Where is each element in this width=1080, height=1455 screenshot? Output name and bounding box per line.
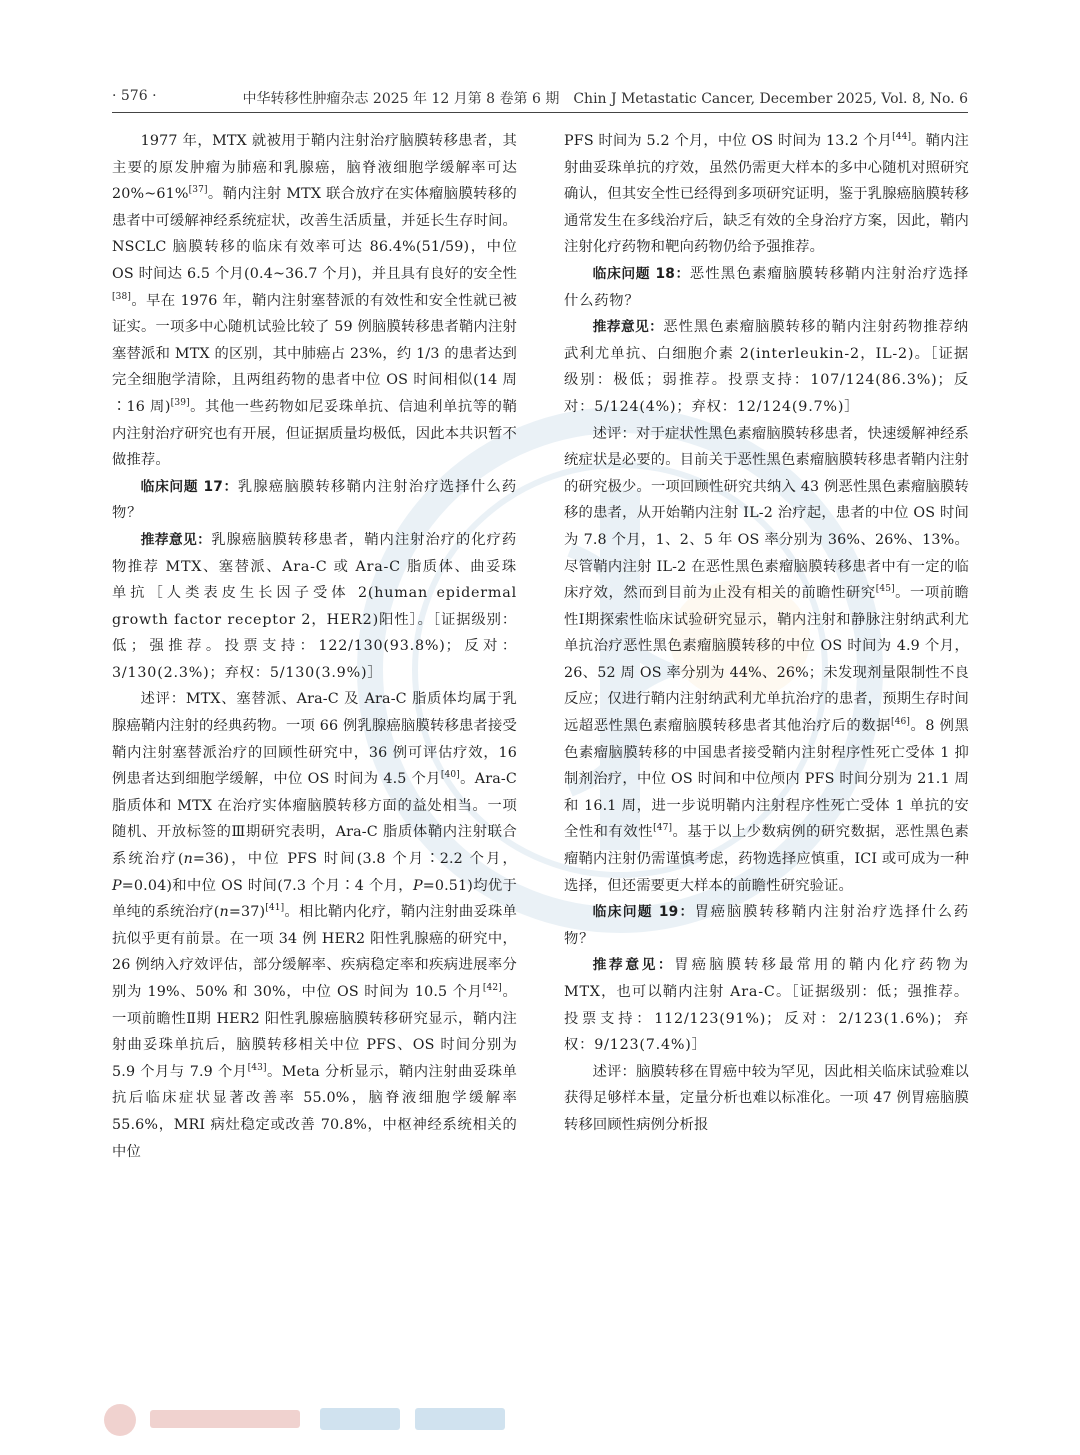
citation-ref: [41]: [265, 903, 285, 914]
citation-ref: [37]: [188, 185, 208, 196]
citation-ref: [38]: [112, 291, 132, 302]
clinical-question-19: 临床问题 19：胃癌脑膜转移鞘内注射治疗选择什么药物？: [564, 904, 969, 947]
citation-ref: [40]: [440, 770, 460, 781]
commentary-17: 述评：MTX、塞替派、Ara-C 及 Ara-C 脂质体均属于乳腺癌鞘内注射的经典药物。一项 66 例乳腺癌脑膜转移患者接受鞘内注射塞替派治疗的回顾性研究中，36 例可评估疗效，16 例患者达到细胞学缓解，中位 OS 时间为 4.5 个月[40]。Ara-C 脂质体和 MTX 在治疗实体瘤脑膜转移方面的益处相当。一项随机、开放标签的Ⅲ期研究表明，Ara-C 脂质体鞘内注射联合系统治疗(n=36)，中位 PFS 时间(3.8 个月∶2.2 个月，P=0.04)和中位 OS 时间(7.3 个月∶4 个月，P=0.51)均优于单纯的系统治疗(n=37)[41]。相比鞘内化疗，鞘内注射曲妥珠单抗似乎更有前景。在一项 34 例 HER2 阳性乳腺癌的研究中，26 例纳入疗效评估，部分缓解率、疾病稳定率和疾病进展率分别为 19%、50% 和 30%，中位 OS 时间为 10.5 个月[42]。一项前瞻性Ⅱ期 HER2 阳性乳腺癌脑膜转移研究显示，鞘内注射曲妥珠单抗后，脑膜转移相关中位 PFS、OS 时间分别为 5.9 个月与 7.9 个月[43]。Meta 分析显示，鞘内注射曲妥珠单抗后临床症状显著改善率 55.0%，脑脊液细胞学缓解率 55.6%，MRI 病灶稳定或改善 70.8%，中枢神经系统相关的中位: [112, 691, 518, 1160]
paragraph-mtx-history: 1977 年，MTX 就被用于鞘内注射治疗脑膜转移患者，其主要的原发肿瘤为肺癌和乳腺癌，脑脊液细胞学缓解率可达 20%~61%[37]。鞘内注射 MTX 联合放疗在实体瘤脑膜转移的患者中可缓解神经系统症状，改善生活质量，并延长生存时间。NSCLC 脑膜转移的临床有效率可达 86.4%(51/59)，中位 OS 时间达 6.5 个月(0.4~36.7 个月)，并且具有良好的安全性[38]。早在 1976 年，鞘内注射塞替派的有效性和安全性就已被证实。一项多中心随机试验比较了 59 例脑膜转移患者鞘内注射塞替派和 MTX 的区别，其中肺癌占 23%，约 1/3 的患者达到完全细胞学清除，且两组药物的患者中位 OS 时间相似(14 周∶16 周)[39]。其他一些药物如尼妥珠单抗、信迪利单抗等的鞘内注射治疗研究也有开展，但证据质量均极低，因此本共识暂不做推荐。: [112, 133, 517, 469]
citation-ref: [46]: [890, 717, 911, 728]
clinical-question-18: 临床问题 18：恶性黑色素瘤脑膜转移鞘内注射治疗选择什么药物？: [564, 265, 970, 309]
commentary-18: 述评：对于症状性黑色素瘤脑膜转移患者，快速缓解神经系统症状是必要的。目前关于恶性黑色素瘤脑膜转移患者鞘内注射的研究极少。一项回顾性研究共纳入 43 例恶性黑色素瘤脑膜转移的患者，从开始鞘内注射 IL-2 治疗起，患者的中位 OS 时间为 7.8 个月，1、2、5 年 OS 率分别为 36%、26%、13%。尽管鞘内注射 IL-2 在恶性黑色素瘤脑膜转移患者中有一定的临床疗效，然而到目前为止没有相关的前瞻性研究[45]。一项前瞻性Ⅰ期探索性临床试验研究显示，鞘内注射和静脉注射纳武利尤单抗治疗恶性黑色素瘤脑膜转移的中位 OS 时间为 4.9 个月，26、52 周 OS 率分别为 44%、26%；未发现剂量限制性不良反应；仅进行鞘内注射纳武利尤单抗治疗的患者，预期生存时间远超恶性黑色素瘤脑膜转移患者其他治疗后的数据[46]。8 例黑色素瘤脑膜转移的中国患者接受鞘内注射程序性死亡受体 1 抑制剂治疗，中位 OS 时间和中位颅内 PFS 时间分别为 21.1 周和 16.1 周，进一步说明鞘内注射程序性死亡受体 1 单抗的安全性和有效性[47]。基于以上少数病例的研究数据，恶性黑色素瘤鞘内注射仍需谨慎考虑，药物选择应慎重，ICI 或可成为一种选择，但还需要更大样本的前瞻性研究验证。: [564, 425, 969, 894]
recommendation-18: 推荐意见：恶性黑色素瘤脑膜转移的鞘内注射药物推荐纳武利尤单抗、白细胞介素 2(interleukin-2，IL-2)。［证据级别：极低；弱推荐。投票支持：107/124(86.3%)；反对：5/124(4%)；弃权：12/124(9.7%)］: [564, 319, 970, 415]
running-header: [112, 88, 968, 110]
recommendation-17: 推荐意见：乳腺癌脑膜转移患者，鞘内注射治疗的化疗药物推荐 MTX、塞替派、Ara-C 或 Ara-C 脂质体、曲妥珠单抗［人类表皮生长因子受体 2(human epidermal growth factor receptor 2，HER2)阳性］。［证据级别：低；强推荐。投票支持：122/130(93.8%)；反对：3/130(2.3%)；弃权：5/130(3.9%)］: [112, 531, 518, 681]
citation-ref: [39]: [170, 398, 190, 409]
header-rule: [112, 112, 968, 113]
citation-ref: [47]: [653, 823, 673, 834]
left-column: [112, 128, 517, 1165]
page-number: · 576 ·: [112, 88, 157, 104]
publisher-logo-icon: [100, 1400, 520, 1440]
citation-ref: [43]: [247, 1063, 267, 1074]
commentary-19: 述评：脑膜转移在胃癌中较为罕见，因此相关临床试验难以获得足够样本量，定量分析也难以标准化。一项 47 例胃癌脑膜转移回顾性病例分析报: [564, 1063, 969, 1133]
recommendation-19: 推荐意见：胃癌脑膜转移最常用的鞘内化疗药物为 MTX，也可以鞘内注射 Ara-C。［证据级别：低；强推荐。投票支持：112/123(91%)；反对：2/123(1.6%)；弃权：9/123(7.4%)］: [564, 957, 970, 1054]
right-column: [564, 128, 969, 1139]
clinical-question-17: 临床问题 17：乳腺癌脑膜转移鞘内注射治疗选择什么药物？: [112, 478, 518, 522]
journal-citation: 中华转移性肿瘤杂志 2025 年 12 月第 8 卷第 6 期 Chin J Metastatic Cancer, December 2025, Vol. 8, No. 6: [242, 91, 968, 107]
citation-ref: [45]: [875, 584, 895, 595]
paragraph-continuation: PFS 时间为 5.2 个月，中位 OS 时间为 13.2 个月[44]。鞘内注射曲妥珠单抗的疗效，虽然仍需更大样本的多中心随机对照研究确认，但其安全性已经得到多项研究证明，鉴于乳腺癌脑膜转移通常发生在多线治疗后，缺乏有效的全身治疗方案，因此，鞘内注射化疗药物和靶向药物仍给予强推荐。: [564, 132, 969, 256]
citation-ref: [42]: [482, 983, 502, 994]
citation-ref: [44]: [892, 132, 912, 143]
